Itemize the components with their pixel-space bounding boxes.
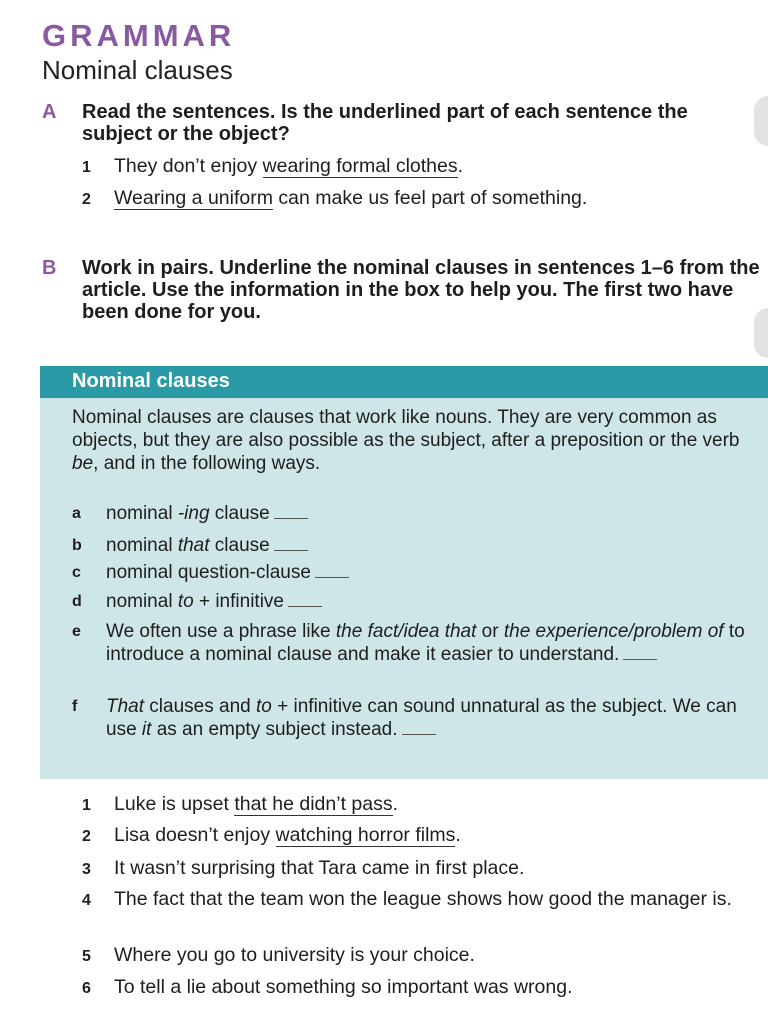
- rule-letter: e: [72, 623, 81, 640]
- item-text: They don’t enjoy: [114, 155, 263, 177]
- item-text: .: [457, 155, 464, 177]
- answer-blank: [288, 593, 322, 607]
- exercise-b-instruction: Work in pairs. Underline the nominal clauses in sentences 1–6 from the article. Use the information in the box to help you. The first two have been done for you.: [82, 257, 760, 323]
- sentence-item: [82, 942, 742, 970]
- answer-blank: [274, 537, 308, 551]
- sentence-item: 2 Lisa doesn’t enjoy watching horror films.: [82, 822, 742, 850]
- item-number: 6: [82, 980, 91, 997]
- item-number: 5: [82, 948, 91, 965]
- section-subheading: Nominal clauses: [42, 55, 233, 85]
- underlined-part: that he didn’t pass: [234, 793, 393, 815]
- info-box-intro: Nominal clauses are clauses that work like nouns. They are very common as objects, but they are also possible as the subject, after a preposition or the verb be, and in the following ways.: [72, 407, 740, 474]
- sentence-item: [82, 974, 742, 1002]
- sentence-text: Where you go to university is your choice.: [114, 944, 475, 966]
- sentence-text: The fact that the team won the league shows how good the manager is.: [114, 888, 732, 910]
- answer-blank: [402, 721, 436, 735]
- exercise-a-letter: A: [42, 101, 57, 123]
- underlined-part: watching horror films: [275, 824, 456, 846]
- sentence-item: [82, 855, 742, 883]
- underlined-part: Wearing a uniform: [114, 187, 273, 209]
- underlined-part: wearing formal clothes: [262, 155, 458, 177]
- exercise-a-item: [82, 153, 742, 181]
- rule-letter: d: [72, 593, 82, 610]
- info-box-title: Nominal clauses: [72, 370, 230, 392]
- exercise-a-item: [82, 185, 742, 213]
- sentence-item: [82, 886, 742, 914]
- item-number: 2: [82, 191, 91, 208]
- exercise-b-letter: B: [42, 257, 57, 279]
- item-number: 1: [82, 159, 91, 176]
- sentence-text: It wasn’t surprising that Tara came in first place.: [114, 857, 525, 879]
- grammar-info-box: Nominal clauses Nominal clauses are clauses that work like nouns. They are very common as objects, but they are also possible as the subject, after a preposition or the verb be, and in the following ways. a nominal -ing clause b nominal that clause c nominal question-clause d nominal to + infinitive e We often use a phrase like the fact/idea that or the experience/problem of to introduce a nominal clause and make it easier to understand. f That clauses and to + infinitive can sound unnatural as the subject. We can use it as an empty subject instead.: [40, 366, 768, 779]
- info-box-header: [40, 366, 768, 398]
- section-heading: GRAMMAR: [42, 18, 236, 53]
- exercise-a-instruction: Read the sentences. Is the underlined part of each sentence the subject or the object?: [82, 101, 688, 145]
- answer-blank: [315, 564, 349, 578]
- item-number: 4: [82, 892, 91, 909]
- rule-letter: b: [72, 537, 82, 554]
- rule-letter: a: [72, 505, 81, 522]
- item-number: 2: [82, 828, 91, 845]
- item-text: can make us feel part of something.: [272, 187, 588, 209]
- sentence-item: 1 Luke is upset that he didn’t pass.: [82, 791, 742, 819]
- item-number: 3: [82, 861, 91, 878]
- answer-blank: [274, 505, 308, 519]
- answer-blank: [623, 646, 657, 660]
- item-number: 1: [82, 797, 91, 814]
- rule-letter: c: [72, 564, 81, 581]
- sentence-text: To tell a lie about something so important was wrong.: [114, 976, 573, 998]
- rule-letter: f: [72, 698, 78, 715]
